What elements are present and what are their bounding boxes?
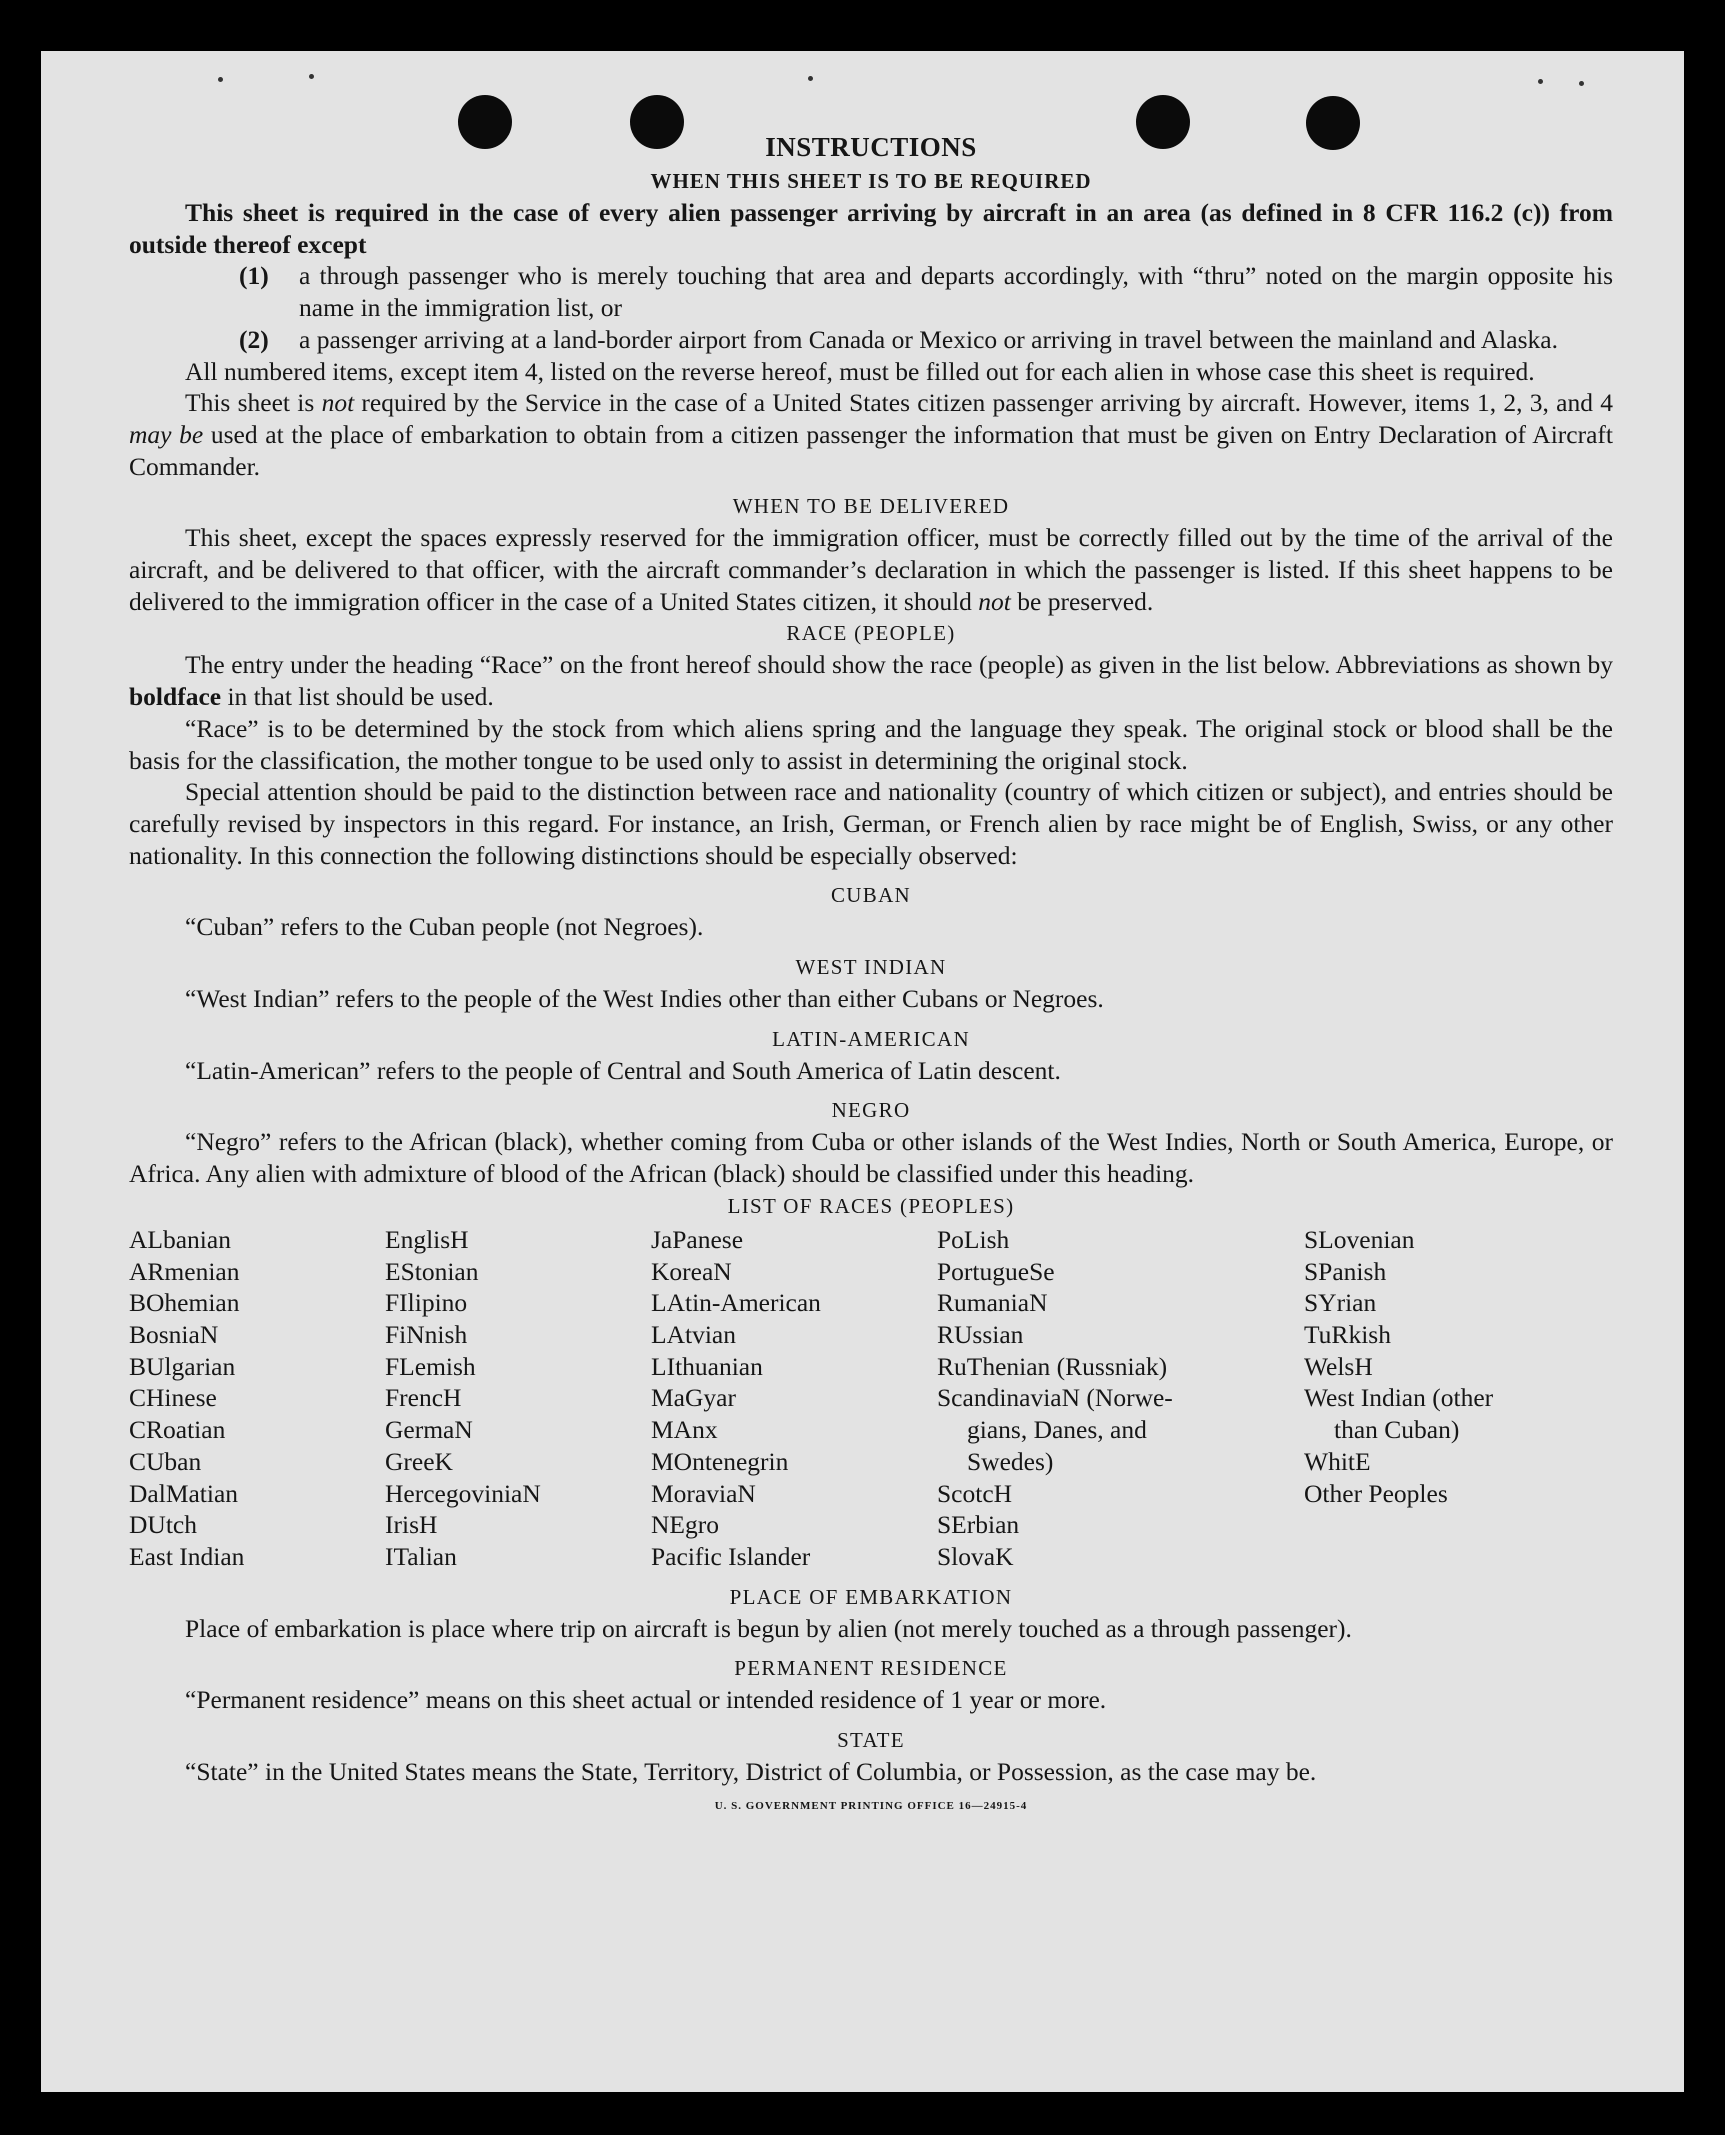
race-item: Swedes) [967,1446,1054,1476]
race-item: GermaN [385,1415,473,1445]
race-item: BUlgarian [129,1351,236,1381]
race-item: EnglisH [385,1224,469,1254]
race-column [129,1224,385,1573]
section-heading: WHEN THIS SHEET IS TO BE REQUIRED [650,169,1092,193]
race-item: FrencH [385,1383,462,1413]
race-column [385,1224,651,1573]
section-heading: LATIN-AMERICAN [772,1026,970,1051]
race-item: NEgro [651,1510,719,1540]
race-item: CUban [129,1446,202,1476]
race-item: than Cuban) [1334,1415,1460,1445]
paragraph: Special attention should be paid to the distinction between race and nationality (country of which citizen or subject), and entries should be carefully revised by inspectors in this regard. For instance, an Irish, German, or French alien by race might be of English, Swiss, or any other nationality. In this connection the following distinctions should be especially observed: [129,777,1613,870]
document-page [41,51,1684,2092]
race-item: RUssian [937,1319,1024,1349]
paragraph: “Negro” refers to the African (black), whether coming from Cuba or other islands of the West Indies, North or South America, Europe, or Africa. Any alien with admixture of blood of the African (black) should be classified under this heading. [129,1127,1613,1189]
speck [1538,79,1543,84]
race-item: KoreaN [651,1256,732,1286]
race-item: SlovaK [937,1541,1014,1571]
race-item: PortugueSe [937,1256,1055,1286]
race-item: ScandinaviaN (Norwe- [937,1383,1173,1413]
race-item: LAtin-American [651,1288,821,1318]
race-item: SYrian [1304,1288,1377,1318]
race-item: WhitE [1304,1446,1371,1476]
race-item: ScotcH [937,1478,1013,1508]
paragraph: “Cuban” refers to the Cuban people (not Negroes). [185,912,704,942]
race-item: FiNnish [385,1319,468,1349]
race-list [129,1224,1613,1573]
paragraph: “Latin-American” refers to the people of Central and South America of Latin descent. [185,1055,1061,1085]
race-column [937,1224,1304,1573]
paragraph: The entry under the heading “Race” on the front hereof should show the race (people) as given in the list below. Abbreviations as shown by boldface in that list should be used. [129,650,1613,712]
race-item: Other Peoples [1304,1478,1448,1508]
section-heading: CUBAN [830,883,911,908]
section-heading: LIST OF RACES (PEOPLES) [727,1193,1015,1218]
race-item: EStonian [385,1256,479,1286]
race-item: DUtch [129,1510,197,1540]
race-item: ALbanian [129,1224,231,1254]
list-item: (1) a through passenger who is merely touching that area and departs accordingly, with “thru” noted on the margin opposite his name in the immigration list, or [239,261,1613,323]
race-item: FIlipino [385,1288,468,1318]
section-heading: NEGRO [831,1098,911,1123]
race-item: Pacific Islander [651,1541,811,1571]
speck [309,74,314,79]
section-heading: RACE (PEOPLE) [786,621,956,646]
race-item: MaGyar [651,1383,736,1413]
race-item: TuRkish [1304,1319,1391,1349]
speck [1579,81,1584,86]
page-title: INSTRUCTIONS [765,132,977,162]
race-item: East Indian [129,1541,245,1571]
race-item: FLemish [385,1351,476,1381]
paragraph: This sheet is not required by the Service in the case of a United States citizen passenger arriving by aircraft. However, items 1, 2, 3, and 4 may be used at the place of embarkation to obtain from a citizen passenger the information that must be given on Entry Declaration of Aircraft Commander. [129,388,1613,481]
paragraph: This sheet, except the spaces expressly reserved for the immigration officer, must be correctly filled out by the time of the arrival of the aircraft, and be delivered to that officer, with the aircraft commander’s declaration in which the passenger is listed. If this sheet happens to be delivered to the immigration officer in the case of a United States citizen, it should not be preserved. [129,523,1613,616]
race-item: MOntenegrin [651,1446,789,1476]
race-item: LAtvian [651,1319,736,1349]
race-item: RuThenian (Russniak) [937,1351,1168,1381]
paragraph: Place of embarkation is place where trip on aircraft is begun by alien (not merely touched as a through passenger). [185,1613,1352,1643]
paragraph: All numbered items, except item 4, listed on the reverse hereof, must be filled out for each alien in whose case this sheet is required. [185,356,1535,386]
race-item: LIthuanian [651,1351,763,1381]
paragraph: “Race” is to be determined by the stock from which aliens spring and the language they speak. The original stock or blood shall be the basis for the classification, the mother tongue to be used only to assist in determining the original stock. [129,713,1613,775]
race-item: ARmenian [129,1256,240,1286]
race-item: JaPanese [651,1224,744,1254]
race-item: MAnx [651,1415,718,1445]
race-item: SErbian [937,1510,1020,1540]
race-item: HercegoviniaN [385,1478,541,1508]
race-item: West Indian (other [1304,1383,1494,1413]
race-item: CHinese [129,1383,217,1413]
race-item: SPanish [1304,1256,1387,1286]
speck [808,76,813,81]
race-item: BOhemian [129,1288,240,1318]
race-item: WelsH [1304,1351,1373,1381]
race-item: MoraviaN [651,1478,756,1508]
race-item: BosniaN [129,1319,219,1349]
section-heading: WHEN TO BE DELIVERED [732,494,1010,519]
section-heading: PERMANENT RESIDENCE [734,1656,1008,1681]
section-heading: STATE [837,1728,905,1753]
paragraph: This sheet is required in the case of every alien passenger arriving by aircraft in an area (as defined in 8 CFR 116.2 (c)) from outside thereof except [129,198,1613,259]
race-column [651,1224,937,1573]
race-item: DalMatian [129,1478,239,1508]
list-item: (2) a passenger arriving at a land-border airport from Canada or Mexico or arriving in travel between the mainland and Alaska. [239,324,1558,354]
race-item: gians, Danes, and [967,1415,1147,1445]
race-item: PoLish [937,1224,1010,1254]
race-item: SLovenian [1304,1224,1415,1254]
race-item: IrisH [385,1510,438,1540]
race-item: ITalian [385,1541,457,1571]
speck [218,77,223,82]
race-item: CRoatian [129,1415,226,1445]
race-column [1304,1224,1564,1573]
section-heading: WEST INDIAN [795,955,947,980]
printer-imprint: U. S. GOVERNMENT PRINTING OFFICE 16—24915-4 [714,1799,1028,1812]
paragraph: “West Indian” refers to the people of the West Indies other than either Cubans or Negroes. [185,984,1104,1014]
instructions-body [129,129,1613,1814]
race-item: GreeK [385,1446,453,1476]
paragraph: “Permanent residence” means on this sheet actual or intended residence of 1 year or more. [185,1685,1107,1715]
race-item: RumaniaN [937,1288,1048,1318]
section-heading: PLACE OF EMBARKATION [729,1584,1013,1609]
paragraph: “State” in the United States means the State, Territory, District of Columbia, or Possession, as the case may be. [185,1757,1317,1787]
